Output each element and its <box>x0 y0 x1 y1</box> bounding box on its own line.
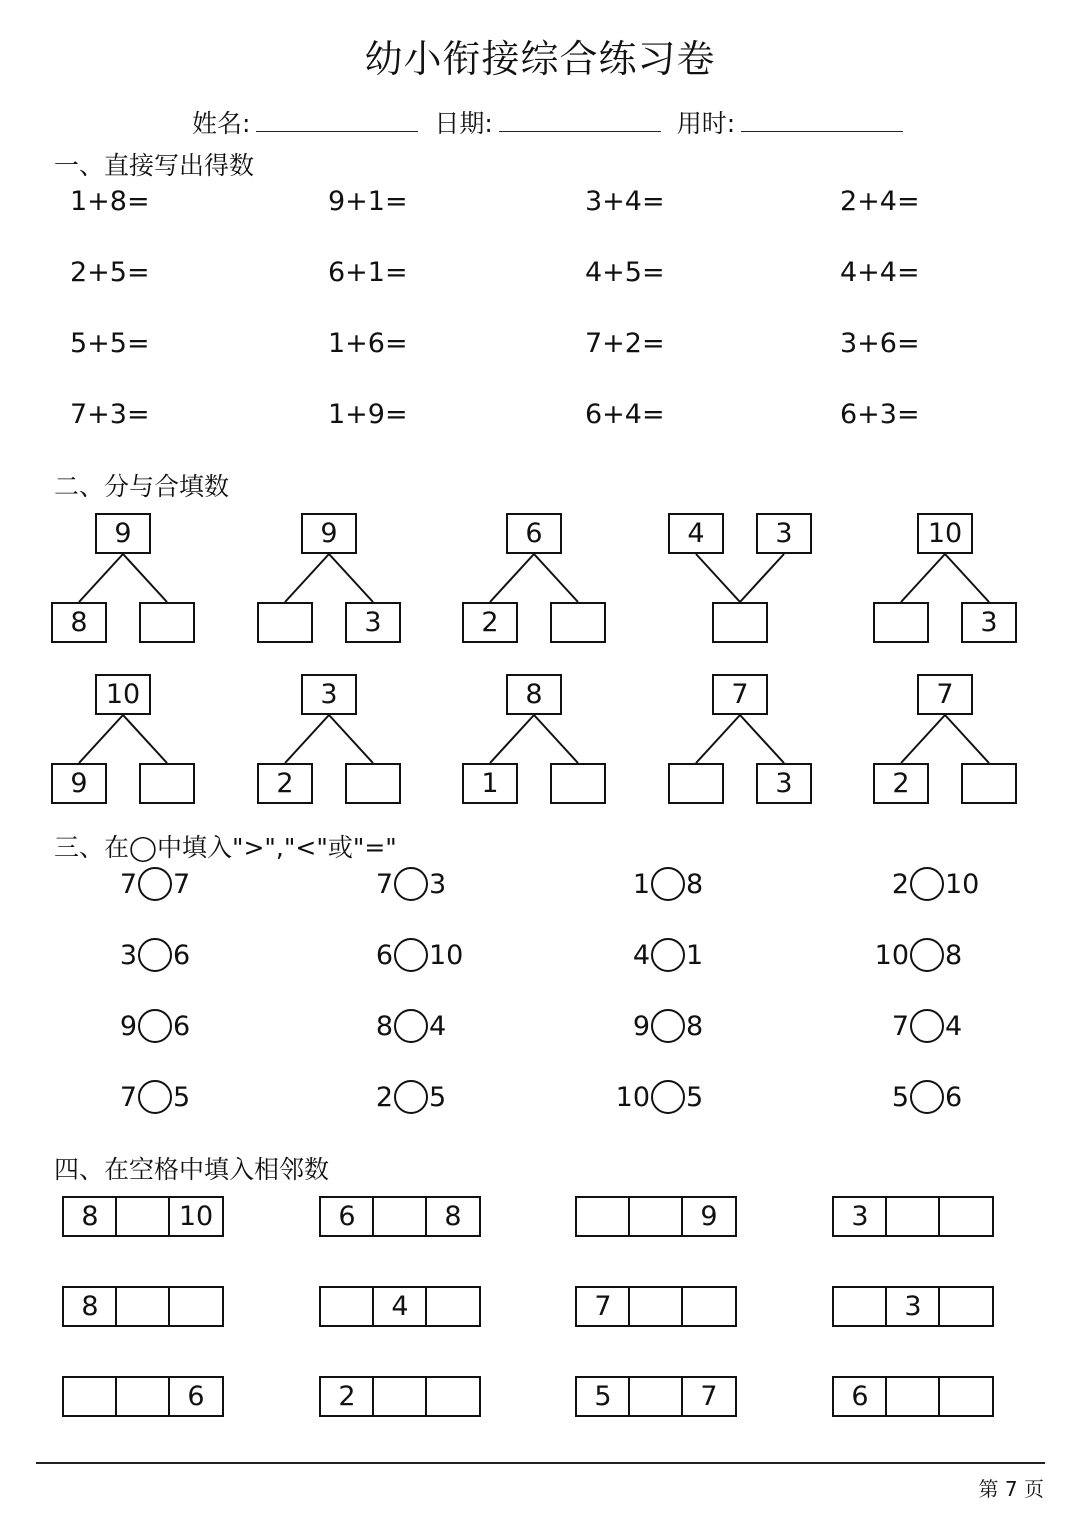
compare-circle[interactable] <box>651 938 685 972</box>
number-strip-cell[interactable] <box>628 1286 684 1327</box>
number-strip-cell: 10 <box>168 1196 224 1237</box>
arithmetic-problem[interactable]: 6+4= <box>585 399 665 430</box>
compare-left-number: 2 <box>375 1081 393 1113</box>
compare-right-number: 7 <box>173 868 191 900</box>
compare-left-number: 9 <box>632 1010 650 1042</box>
number-strip-cell[interactable] <box>115 1196 171 1237</box>
bond-connector-line <box>329 554 373 602</box>
number-strip-cell[interactable] <box>628 1196 684 1237</box>
section4-heading: 四、在空格中填入相邻数 <box>54 1155 330 1184</box>
bond-connector-line <box>740 715 784 763</box>
bond-whole-box: 10 <box>917 513 973 554</box>
number-strip-cell[interactable] <box>168 1286 224 1327</box>
compare-circle[interactable] <box>138 867 172 901</box>
arithmetic-problem[interactable]: 7+3= <box>70 399 150 430</box>
number-strip-cell: 7 <box>681 1376 737 1417</box>
bond-part-box: 2 <box>257 763 313 804</box>
bond-connector-line <box>901 554 945 602</box>
number-strip-cell: 6 <box>319 1196 375 1237</box>
arithmetic-problem[interactable]: 1+6= <box>328 328 408 359</box>
comparison-item <box>633 1009 703 1043</box>
bond-connector-line <box>79 715 123 763</box>
footer-divider <box>36 1462 1045 1464</box>
bond-part-box: 9 <box>51 763 107 804</box>
bond-part-box: 8 <box>51 602 107 643</box>
bond-connector-line <box>79 554 123 602</box>
bond-part-box: 3 <box>756 763 812 804</box>
bond-connector-line <box>123 715 167 763</box>
bond-connector-line <box>123 554 167 602</box>
compare-right-number: 4 <box>429 1010 447 1042</box>
section1-heading: 一、直接写出得数 <box>54 151 255 180</box>
compare-left-number: 7 <box>375 868 393 900</box>
comparison-item <box>376 1080 446 1114</box>
arithmetic-problem[interactable]: 5+5= <box>70 328 150 359</box>
bond-part-box: 3 <box>756 513 812 554</box>
bond-connector-line <box>696 554 740 602</box>
bond-part-box: 3 <box>961 602 1017 643</box>
name-label: 姓名: <box>192 109 251 138</box>
compare-left-number: 6 <box>375 939 393 971</box>
bond-whole-box: 3 <box>301 674 357 715</box>
comparison-item <box>376 1009 446 1043</box>
compare-circle[interactable] <box>394 938 428 972</box>
comparison-item <box>376 938 464 972</box>
compare-left-number: 4 <box>632 939 650 971</box>
compare-circle[interactable] <box>138 938 172 972</box>
bond-part-box[interactable] <box>139 602 195 643</box>
number-strip-cell[interactable] <box>575 1196 631 1237</box>
compare-circle[interactable] <box>394 1009 428 1043</box>
number-strip-cell[interactable] <box>938 1286 994 1327</box>
bond-connector-line <box>329 715 373 763</box>
comparison-item <box>875 938 963 972</box>
number-strip-cell[interactable] <box>425 1376 481 1417</box>
number-strip-cell[interactable] <box>62 1376 118 1417</box>
compare-left-number: 9 <box>119 1010 137 1042</box>
bond-part-box[interactable] <box>873 602 929 643</box>
number-strip-cell[interactable] <box>885 1376 941 1417</box>
page-title: 幼小衔接综合练习卷 <box>364 37 716 81</box>
compare-left-number: 10 <box>615 1081 650 1113</box>
number-strip-cell[interactable] <box>885 1196 941 1237</box>
bond-part-box[interactable] <box>961 763 1017 804</box>
number-strip-cell: 8 <box>62 1196 118 1237</box>
bond-part-box[interactable] <box>139 763 195 804</box>
compare-left-number: 10 <box>874 939 909 971</box>
bond-connector-line <box>901 715 945 763</box>
bond-connector-line <box>490 715 534 763</box>
number-strip-cell[interactable] <box>319 1286 375 1327</box>
compare-circle[interactable] <box>910 1080 944 1114</box>
bond-connector-line <box>740 554 784 602</box>
bond-connector-line <box>534 715 578 763</box>
arithmetic-problem[interactable]: 3+4= <box>585 186 665 217</box>
compare-circle[interactable] <box>910 867 944 901</box>
arithmetic-problem[interactable]: 6+1= <box>328 257 408 288</box>
bond-part-box[interactable] <box>257 602 313 643</box>
compare-right-number: 5 <box>429 1081 447 1113</box>
comparison-item <box>892 867 980 901</box>
bond-part-box[interactable] <box>550 763 606 804</box>
compare-right-number: 8 <box>945 939 963 971</box>
compare-left-number: 7 <box>891 1010 909 1042</box>
bond-connector-line <box>945 715 989 763</box>
compare-right-number: 6 <box>173 939 191 971</box>
bond-connector-line <box>534 554 578 602</box>
arithmetic-problem[interactable]: 4+4= <box>840 257 920 288</box>
bond-whole-box: 10 <box>95 674 151 715</box>
bond-whole-box: 8 <box>506 674 562 715</box>
arithmetic-problem[interactable]: 1+9= <box>328 399 408 430</box>
bond-whole-box[interactable] <box>712 602 768 643</box>
number-strip-cell: 3 <box>832 1196 888 1237</box>
comparison-item <box>633 938 703 972</box>
info-line <box>192 104 911 140</box>
compare-circle[interactable] <box>394 1080 428 1114</box>
compare-right-number: 5 <box>173 1081 191 1113</box>
number-strip-cell[interactable] <box>425 1286 481 1327</box>
compare-left-number: 7 <box>119 1081 137 1113</box>
bond-whole-box: 9 <box>95 513 151 554</box>
comparison-item <box>120 938 190 972</box>
compare-circle[interactable] <box>394 867 428 901</box>
number-strip-cell[interactable] <box>938 1196 994 1237</box>
bond-part-box: 4 <box>668 513 724 554</box>
arithmetic-problem[interactable]: 9+1= <box>328 186 408 217</box>
comparison-item <box>892 1009 962 1043</box>
compare-left-number: 3 <box>119 939 137 971</box>
bond-part-box: 2 <box>462 602 518 643</box>
number-strip-cell[interactable] <box>372 1376 428 1417</box>
number-strip-cell: 4 <box>372 1286 428 1327</box>
bond-connector-line <box>490 554 534 602</box>
bond-part-box[interactable] <box>550 602 606 643</box>
date-label: 日期: <box>434 109 493 138</box>
section2-heading: 二、分与合填数 <box>54 472 230 501</box>
compare-left-number: 5 <box>891 1081 909 1113</box>
name-blank[interactable] <box>256 107 418 132</box>
compare-left-number: 1 <box>632 868 650 900</box>
number-strip-cell[interactable] <box>628 1376 684 1417</box>
bond-whole-box: 7 <box>917 674 973 715</box>
arithmetic-problem[interactable]: 6+3= <box>840 399 920 430</box>
compare-left-number: 7 <box>119 868 137 900</box>
arithmetic-problem[interactable]: 2+5= <box>70 257 150 288</box>
number-strip-cell[interactable] <box>938 1376 994 1417</box>
comparison-item <box>120 1009 190 1043</box>
compare-circle[interactable] <box>910 938 944 972</box>
number-strip-cell: 9 <box>681 1196 737 1237</box>
compare-right-number: 6 <box>173 1010 191 1042</box>
compare-right-number: 10 <box>945 868 980 900</box>
comparison-item <box>892 1080 962 1114</box>
compare-right-number: 8 <box>686 868 704 900</box>
arithmetic-problem[interactable]: 1+8= <box>70 186 150 217</box>
comparison-item <box>120 867 190 901</box>
compare-right-number: 8 <box>686 1010 704 1042</box>
compare-circle[interactable] <box>651 1009 685 1043</box>
number-strip-cell[interactable] <box>115 1376 171 1417</box>
compare-circle[interactable] <box>651 867 685 901</box>
compare-circle[interactable] <box>138 1080 172 1114</box>
bond-whole-box: 9 <box>301 513 357 554</box>
bond-connector-line <box>945 554 989 602</box>
bond-part-box: 2 <box>873 763 929 804</box>
number-strip-cell[interactable] <box>832 1286 888 1327</box>
section3-heading: 三、在◯中填入">","<"或"=" <box>54 833 397 862</box>
compare-right-number: 3 <box>429 868 447 900</box>
compare-left-number: 8 <box>375 1010 393 1042</box>
number-strip-cell: 2 <box>319 1376 375 1417</box>
number-strip-cell: 5 <box>575 1376 631 1417</box>
bond-part-box: 1 <box>462 763 518 804</box>
number-strip-cell[interactable] <box>115 1286 171 1327</box>
number-strip-cell[interactable] <box>681 1286 737 1327</box>
bond-part-box: 3 <box>345 602 401 643</box>
number-strip-cell: 6 <box>832 1376 888 1417</box>
compare-circle[interactable] <box>651 1080 685 1114</box>
compare-circle[interactable] <box>910 1009 944 1043</box>
compare-left-number: 2 <box>891 868 909 900</box>
compare-right-number: 10 <box>429 939 464 971</box>
number-strip-cell: 6 <box>168 1376 224 1417</box>
comparison-item <box>120 1080 190 1114</box>
bond-part-box[interactable] <box>345 763 401 804</box>
time-label: 用时: <box>676 109 736 138</box>
arithmetic-problem[interactable]: 3+6= <box>840 328 920 359</box>
number-strip-cell: 7 <box>575 1286 631 1327</box>
bond-connector-line <box>285 715 329 763</box>
compare-right-number: 6 <box>945 1081 963 1113</box>
bond-connector-line <box>285 554 329 602</box>
comparison-item <box>633 867 703 901</box>
bond-part-box[interactable] <box>668 763 724 804</box>
compare-right-number: 4 <box>945 1010 963 1042</box>
comparison-item <box>616 1080 704 1114</box>
bond-whole-box: 7 <box>712 674 768 715</box>
arithmetic-problem[interactable]: 7+2= <box>585 328 665 359</box>
arithmetic-problem[interactable]: 2+4= <box>840 186 920 217</box>
number-strip-cell: 3 <box>885 1286 941 1327</box>
page-number: 第 7 页 <box>978 1477 1044 1501</box>
bond-whole-box: 6 <box>506 513 562 554</box>
number-strip-cell: 8 <box>62 1286 118 1327</box>
number-strip-cell[interactable] <box>372 1196 428 1237</box>
compare-right-number: 5 <box>686 1081 704 1113</box>
number-strip-cell: 8 <box>425 1196 481 1237</box>
compare-circle[interactable] <box>138 1009 172 1043</box>
bond-connector-line <box>696 715 740 763</box>
comparison-item <box>376 867 446 901</box>
time-blank[interactable] <box>741 107 903 132</box>
compare-right-number: 1 <box>686 939 704 971</box>
arithmetic-problem[interactable]: 4+5= <box>585 257 665 288</box>
date-blank[interactable] <box>499 107 661 132</box>
